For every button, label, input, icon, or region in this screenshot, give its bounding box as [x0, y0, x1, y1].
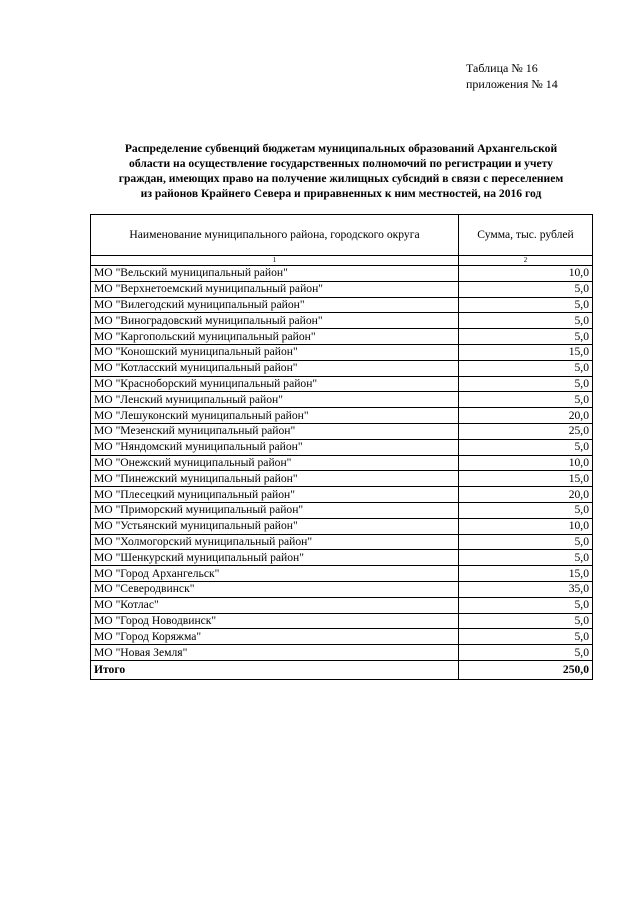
municipality-name: МО "Город Архангельск"	[91, 566, 459, 582]
table-row	[91, 471, 593, 487]
municipality-name: МО "Няндомский муниципальный район"	[91, 439, 459, 455]
table-row	[91, 281, 593, 297]
municipality-name: МО "Пинежский муниципальный район"	[91, 471, 459, 487]
municipality-name: МО "Мезенский муниципальный район"	[91, 423, 459, 439]
municipality-name: МО "Вельский муниципальный район"	[91, 266, 459, 282]
subsidy-amount: 5,0	[459, 360, 593, 376]
table-row	[91, 455, 593, 471]
subsidy-amount: 10,0	[459, 518, 593, 534]
title-line: граждан, имеющих право на получение жилищных субсидий в связи с переселением	[118, 172, 564, 185]
subsidy-amount: 15,0	[459, 344, 593, 360]
municipality-name: МО "Шенкурский муниципальный район"	[91, 550, 459, 566]
subsidy-amount: 5,0	[459, 313, 593, 329]
subsidy-amount: 5,0	[459, 502, 593, 518]
municipality-name: МО "Приморский муниципальный район"	[91, 502, 459, 518]
municipality-name: МО "Верхнетоемский муниципальный район"	[91, 281, 459, 297]
subsidy-amount: 20,0	[459, 487, 593, 503]
table-row	[91, 329, 593, 345]
table-row	[91, 613, 593, 629]
subsidy-amount: 35,0	[459, 581, 593, 597]
subsidy-amount: 5,0	[459, 376, 593, 392]
subsidy-amount: 5,0	[459, 297, 593, 313]
municipality-name: МО "Коношский муниципальный район"	[91, 344, 459, 360]
total-label: Итого	[91, 660, 459, 679]
column-header-name: Наименование муниципального района, городского округа	[91, 215, 459, 256]
municipality-name: МО "Город Новодвинск"	[91, 613, 459, 629]
municipality-name: МО "Каргопольский муниципальный район"	[91, 329, 459, 345]
table-header-row	[91, 215, 593, 256]
subsidy-amount: 15,0	[459, 471, 593, 487]
table-reference-note	[466, 60, 558, 92]
table-row	[91, 518, 593, 534]
municipality-name: МО "Холмогорский муниципальный район"	[91, 534, 459, 550]
subsidy-amount: 15,0	[459, 566, 593, 582]
municipality-name: МО "Новая Земля"	[91, 645, 459, 661]
table-row	[91, 487, 593, 503]
appendix-number: приложения № 14	[466, 77, 558, 91]
municipality-name: МО "Котласский муниципальный район"	[91, 360, 459, 376]
municipality-name: МО "Красноборский муниципальный район"	[91, 376, 459, 392]
municipality-name: МО "Котлас"	[91, 597, 459, 613]
municipality-name: МО "Лешуконский муниципальный район"	[91, 408, 459, 424]
subsidy-amount: 5,0	[459, 629, 593, 645]
table-row	[91, 408, 593, 424]
subsidy-amount: 25,0	[459, 423, 593, 439]
document-title	[88, 141, 594, 201]
table-row	[91, 597, 593, 613]
subsidy-amount: 5,0	[459, 550, 593, 566]
subsidy-amount: 10,0	[459, 455, 593, 471]
subsidy-amount: 5,0	[459, 645, 593, 661]
table-row	[91, 645, 593, 661]
column-header-amount: Сумма, тыс. рублей	[459, 215, 593, 256]
table-row	[91, 392, 593, 408]
table-row	[91, 629, 593, 645]
subsidy-amount: 5,0	[459, 613, 593, 629]
subsidy-amount: 5,0	[459, 439, 593, 455]
table-row	[91, 581, 593, 597]
table-row	[91, 566, 593, 582]
municipality-name: МО "Виноградовский муниципальный район"	[91, 313, 459, 329]
column-numbers-row	[91, 256, 593, 266]
subsidy-amount: 20,0	[459, 408, 593, 424]
municipality-name: МО "Плесецкий муниципальный район"	[91, 487, 459, 503]
title-line: Распределение субвенций бюджетам муниципальных образований Архангельской	[124, 142, 558, 155]
table-number: Таблица № 16	[466, 61, 538, 75]
table-row	[91, 550, 593, 566]
subsidy-amount: 5,0	[459, 329, 593, 345]
table-row	[91, 376, 593, 392]
municipality-name: МО "Город Коряжма"	[91, 629, 459, 645]
table-row	[91, 423, 593, 439]
municipality-name: МО "Ленский муниципальный район"	[91, 392, 459, 408]
table-row	[91, 344, 593, 360]
column-number: 1	[91, 256, 459, 266]
municipality-name: МО "Устьянский муниципальный район"	[91, 518, 459, 534]
table-row	[91, 502, 593, 518]
title-line: области на осуществление государственных полномочий по регистрации и учету	[129, 157, 553, 170]
subsidy-amount: 10,0	[459, 266, 593, 282]
table-row	[91, 297, 593, 313]
municipality-name: МО "Онежский муниципальный район"	[91, 455, 459, 471]
table-row	[91, 534, 593, 550]
municipality-name: МО "Северодвинск"	[91, 581, 459, 597]
table-row	[91, 360, 593, 376]
municipality-name: МО "Вилегодский муниципальный район"	[91, 297, 459, 313]
table-row	[91, 313, 593, 329]
subsidy-amount: 5,0	[459, 534, 593, 550]
subsidy-amount: 5,0	[459, 392, 593, 408]
total-row	[91, 660, 593, 679]
subsidy-amount: 5,0	[459, 281, 593, 297]
table-row	[91, 439, 593, 455]
subsidy-distribution-table	[90, 214, 593, 680]
subsidy-amount: 5,0	[459, 597, 593, 613]
title-line: из районов Крайнего Севера и приравненных к ним местностей, на 2016 год	[140, 187, 542, 200]
table-row	[91, 266, 593, 282]
column-number: 2	[459, 256, 593, 266]
total-amount: 250,0	[459, 660, 593, 679]
